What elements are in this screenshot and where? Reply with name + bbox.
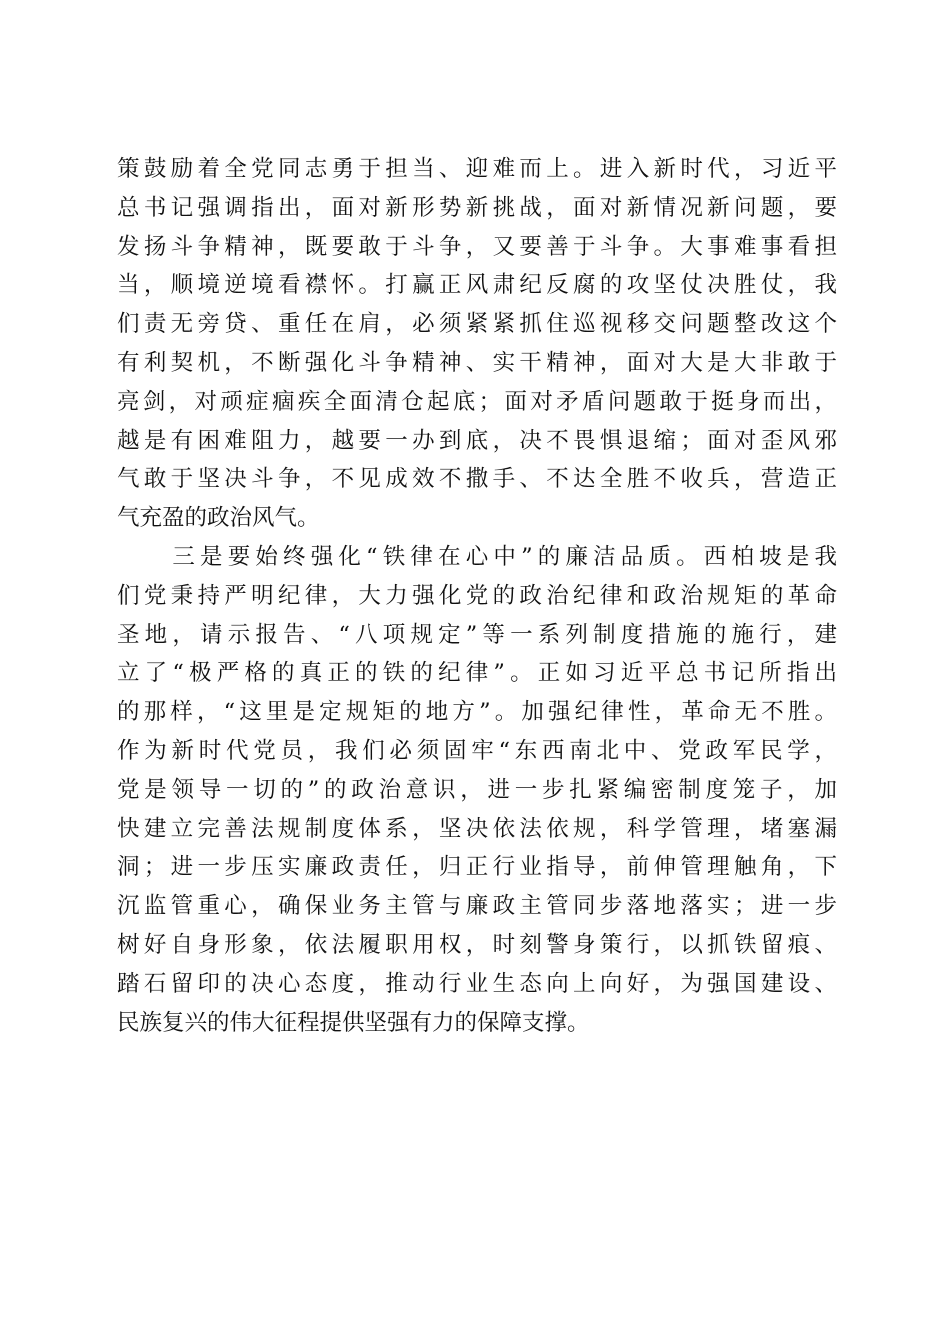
text-line: 洞；进一步压实廉政责任，归正行业指导，前伸管理触角，下 <box>117 854 837 881</box>
text-line: 策鼓励着全党同志勇于担当、迎难而上。进入新时代，习近平 <box>117 156 837 182</box>
text-line: 们责无旁贷、重任在肩，必须紧紧抓住巡视移交问题整改这个 <box>117 311 837 338</box>
text-line: 们党秉持严明纪律，大力强化党的政治纪律和政治规矩的革命 <box>117 582 837 609</box>
paragraph-start-line: 三是要始终强化“铁律在心中”的廉洁品质。西柏坡是我 <box>117 543 837 570</box>
text-line: 树好自身形象，依法履职用权，时刻警身策行，以抓铁留痕、 <box>117 931 837 958</box>
text-line: 发扬斗争精神，既要敢于斗争，又要善于斗争。大事难事看担 <box>117 233 837 260</box>
text-line: 的那样，“这里是定规矩的地方”。加强纪律性，革命无不胜。 <box>117 699 837 726</box>
text-line: 圣地，请示报告、“八项规定”等一系列制度措施的施行，建 <box>117 621 837 648</box>
text-line: 当，顺境逆境看襟怀。打赢正风肃纪反腐的攻坚仗决胜仗，我 <box>117 272 837 299</box>
body-text <box>117 150 837 1042</box>
text-line: 踏石留印的决心态度，推动行业生态向上向好，为强国建设、 <box>117 970 837 997</box>
text-line: 越是有困难阻力，越要一办到底，决不畏惧退缩；面对歪风邪 <box>117 427 837 454</box>
text-line: 民族复兴的伟大征程提供坚强有力的保障支撑。 <box>117 1009 590 1036</box>
text-line: 总书记强调指出，面对新形势新挑战，面对新情况新问题，要 <box>117 194 837 221</box>
text-line: 有利契机，不断强化斗争精神、实干精神，面对大是大非敢于 <box>117 349 837 376</box>
text-line: 气敢于坚决斗争，不见成效不撒手、不达全胜不收兵，营造正 <box>117 466 837 493</box>
text-line: 亮剑，对顽症痼疾全面清仓起底；面对矛盾问题敢于挺身而出， <box>117 388 837 415</box>
text-line: 沉监管重心，确保业务主管与廉政主管同步落地落实；进一步 <box>117 893 837 920</box>
text-line: 气充盈的政治风气。 <box>117 505 320 532</box>
text-line: 立了“极严格的真正的铁的纪律”。正如习近平总书记所指出 <box>117 660 837 687</box>
text-line: 党是领导一切的”的政治意识，进一步扎紧编密制度笼子，加 <box>117 776 837 803</box>
text-line: 快建立完善法规制度体系，坚决依法依规，科学管理，堵塞漏 <box>117 815 837 842</box>
text-line: 作为新时代党员，我们必须固牢“东西南北中、党政军民学， <box>117 737 837 764</box>
